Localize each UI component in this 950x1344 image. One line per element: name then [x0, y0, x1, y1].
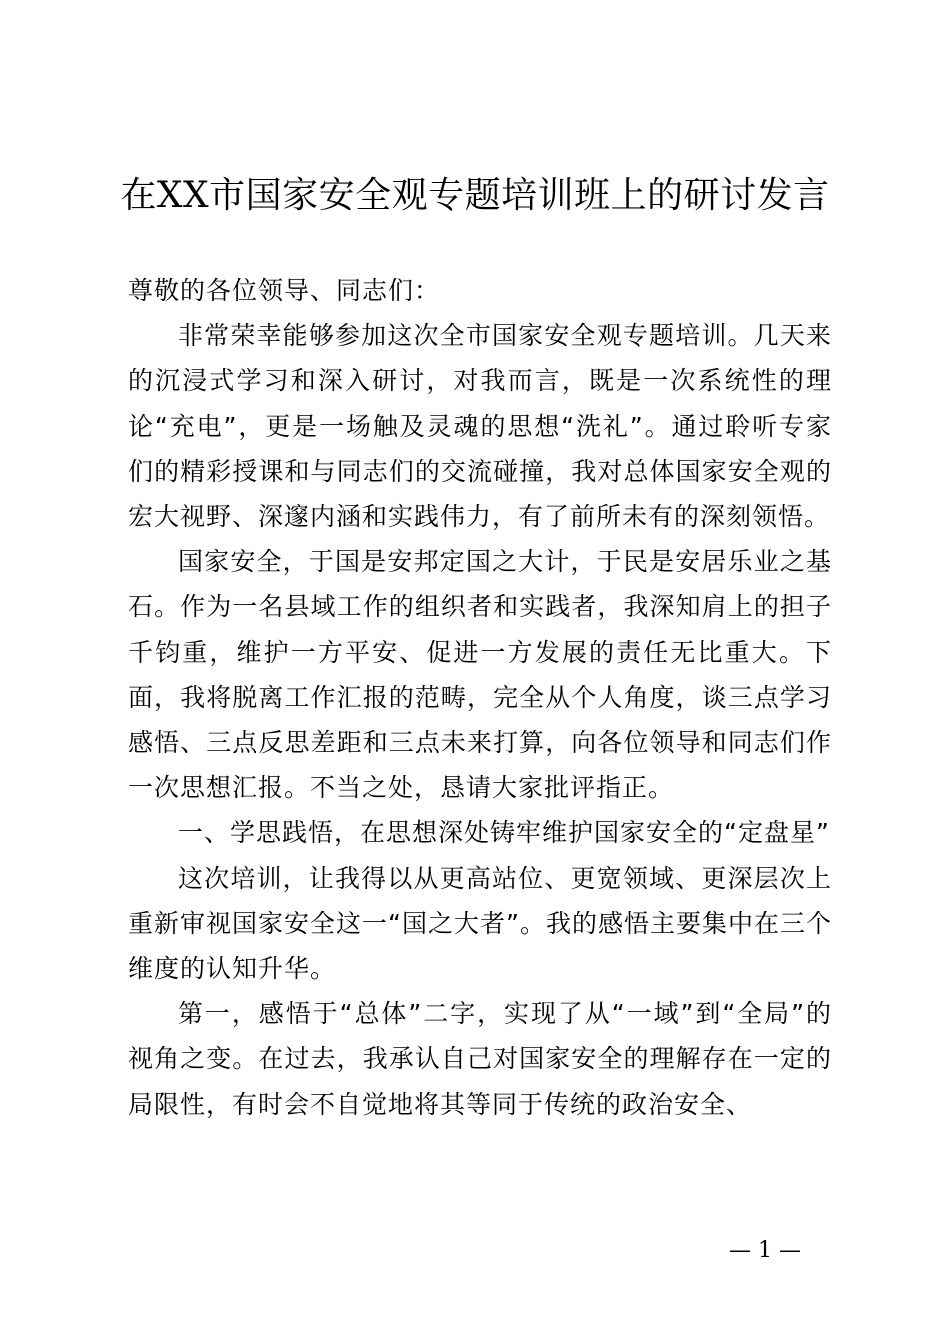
document-title: 在XX市国家安全观专题培训班上的研讨发言	[120, 175, 830, 216]
salutation: 尊敬的各位领导、同志们：	[128, 276, 441, 305]
paragraph-intro: 非常荣幸能够参加这次全市国家安全观专题培训。几天来的沉浸式学习和深入研讨，对我而言，既是一次系统性的理论“充电”，更是一场触及灵魂的思想“洗礼”。通过聆听专家们的精彩授课和与同志们的交流碰撞，我对总体国家安全观的宏大视野、深邃内涵和实践伟力，有了前所未有的深刻领悟。	[128, 321, 832, 532]
page-number: — 1 —	[729, 1238, 801, 1263]
paragraph-first-point: 第一，感悟于“总体”二字，实现了从“一域”到“全局”的视角之变。在过去，我承认自己对国家安全的理解存在一定的局限性，有时会不自觉地将其等同于传统的政治安全、	[128, 999, 832, 1119]
paragraph-training: 这次培训，让我得以从更高站位、更宽领域、更深层次上重新审视国家安全这一“国之大者”。我的感悟主要集中在三个维度的认知升华。	[128, 863, 832, 984]
paragraph-national-security: 国家安全，于国是安邦定国之大计，于民是安居乐业之基石。作为一名县域工作的组织者和实践者，我深知肩上的担子千钧重，维护一方平安、促进一方发展的责任无比重大。下面，我将脱离工作汇报的范畴，完全从个人角度，谈三点学习感悟、三点反思差距和三点未来打算，向各位领导和同志们作一次思想汇报。不当之处，恳请大家批评指正。	[128, 547, 832, 803]
document-body	[128, 268, 832, 1127]
section-heading-one: 一、学思践悟，在思想深处铸牢维护国家安全的“定盘星”	[178, 818, 830, 848]
